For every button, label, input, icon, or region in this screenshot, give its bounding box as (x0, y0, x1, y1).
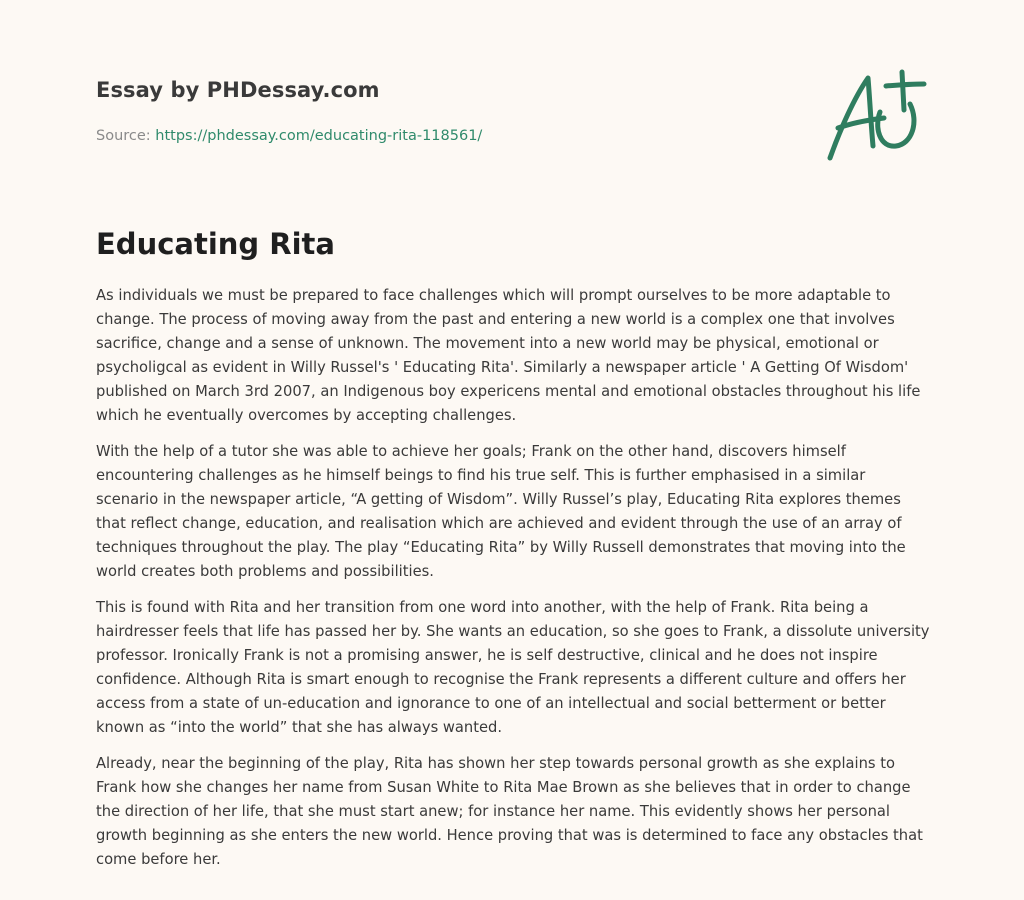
essay-paragraph: As individuals we must be prepared to face challenges which will prompt ourselves to be more adaptable to change. The process of moving away from the past and entering a new world is a complex one that involves sacrifice, change and a sense of unknown. The movement into a new world may be physical, emotional or psycholigcal as evident in Willy Russel's ' Educating Rita'. Similarly a newspaper article ' A Getting Of Wisdom' published on March 3rd 2007, an Indigenous boy expericens mental and emotional obstacles throughout his life which he eventually overcomes by accepting challenges. (96, 287, 921, 424)
source-link[interactable]: https://phdessay.com/educating-rita-118561/ (155, 128, 483, 144)
essay-paragraph: Already, near the beginning of the play, Rita has shown her step towards personal growth as she explains to Frank how she changes her name from Susan White to Rita Mae Brown as she believes that in order to change the direction of her life, that she must start anew; for instance her name. This evidently shows her personal growth beginning as she enters the new world. Hence proving that was is determined to face any obstacles that come before her. (96, 755, 923, 868)
essay-body (96, 284, 932, 884)
source-line (96, 126, 796, 146)
essay-paragraph: This is found with Rita and her transition from one word into another, with the help of Frank. Rita being a hairdresser feels that life has passed her by. She wants an education, so she goes to Frank, a dissolute university professor. Ironically Frank is not a promising answer, he is self destructive, clinical and he does not inspire confidence. Although Rita is smart enough to recognise the Frank represents a different culture and offers her access from a state of un-education and ignorance to one of an intellectual and social betterment or better known as “into the world” that she has always wanted. (96, 599, 930, 736)
a-plus-grade-icon (822, 66, 930, 166)
source-label: Source: (96, 128, 156, 144)
page-header (96, 76, 796, 146)
essay-title: Educating Rita (96, 227, 335, 261)
brand-title: Essay by PHDessay.com (96, 78, 380, 102)
essay-paragraph: With the help of a tutor she was able to achieve her goals; Frank on the other hand, discovers himself encountering challenges as he himself beings to find his true self. This is further emphasised in a similar scenario in the newspaper article, “A getting of Wisdom”. Willy Russel’s play, Educating Rita explores themes that reflect change, education, and realisation which are achieved and evident through the use of an array of techniques throughout the play. The play “Educating Rita” by Willy Russell demonstrates that moving into the world creates both problems and possibilities. (96, 443, 906, 580)
